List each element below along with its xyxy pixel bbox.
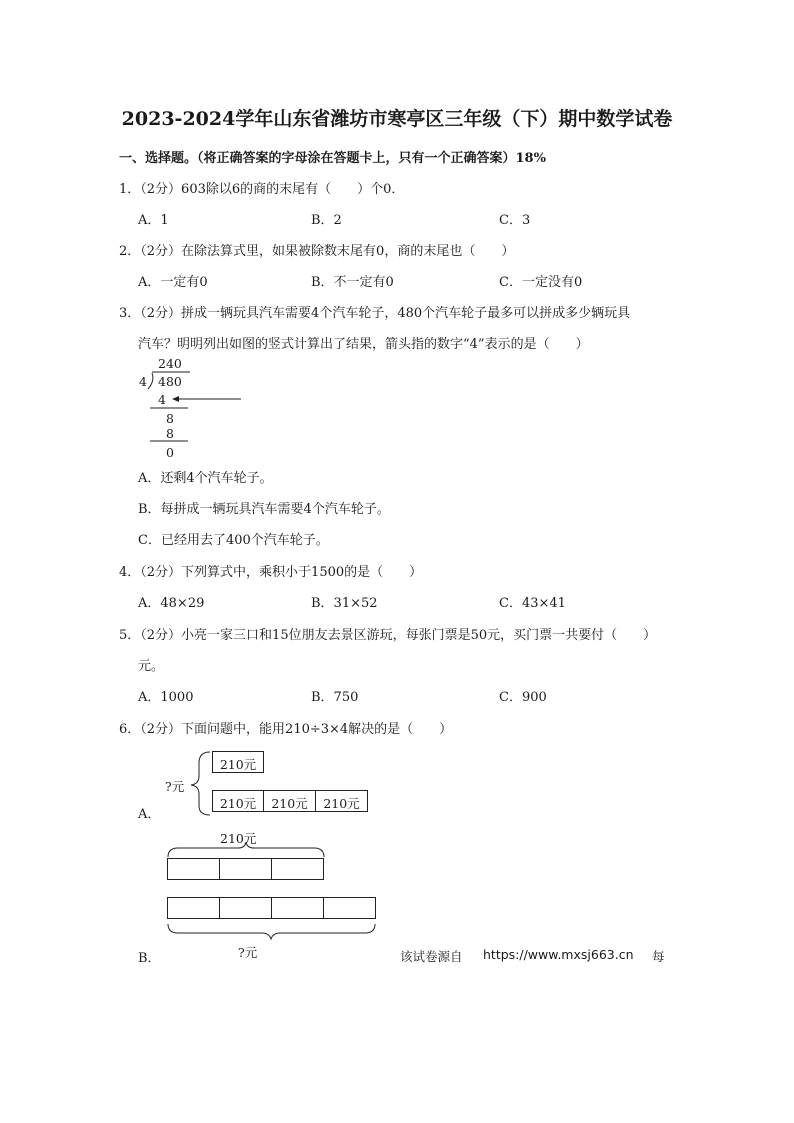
question-5-option-b: B．750	[311, 690, 359, 705]
section-header: 一、选择题。（将正确答案的字母涂在答题卡上，只有一个正确答案）18%	[119, 151, 546, 166]
question-3-option-c: C．已经用去了400个汽车轮子。	[138, 533, 329, 548]
source-text: 该试卷源自	[400, 949, 463, 964]
question-6-stem: 6．（2分）下面问题中，能用210÷3×4解决的是（ ）	[119, 722, 453, 737]
question-1-stem: 1．（2分）603除以6的商的末尾有（ ）个0．	[119, 182, 405, 197]
question-1-option-c: C．3	[499, 213, 531, 228]
option-a-bottom-box: 210元	[263, 790, 316, 812]
question-1-option-b: B．2	[311, 213, 342, 228]
option-b-top-box	[219, 858, 272, 880]
option-b-top-box	[167, 858, 220, 880]
division-divisor: 4	[139, 374, 147, 389]
option-b-bottom-box	[167, 897, 220, 919]
question-3-option-a: A．还剩4个汽车轮子。	[138, 471, 273, 486]
question-5-stem-line1: 5．（2分）小亮一家三口和15位朋友去景区游玩，每张门票是50元，买门票一共要付（ ）	[119, 628, 657, 643]
question-3-stem-line1: 3．（2分）拼成一辆玩具汽车需要4个汽车轮子，480个汽车轮子最多可以拼成多少辆玩具	[119, 306, 631, 321]
option-a-bottom-box: 210元	[212, 790, 264, 812]
option-b-bottom-label: ?元	[238, 945, 258, 960]
question-3-option-b: B．每拼成一辆玩具汽车需要4个汽车轮子。	[138, 502, 390, 517]
question-4-option-a: A．48×29	[138, 596, 205, 611]
question-4-stem: 4．（2分）下列算式中，乘积小于1500的是（ ）	[119, 565, 423, 580]
question-2-option-b: B．不一定有0	[311, 275, 394, 290]
source-tail: 每	[652, 949, 665, 964]
question-4-option-b: B．31×52	[311, 596, 378, 611]
question-4-option-c: C．43×41	[499, 596, 566, 611]
question-2-stem: 2．（2分）在除法算式里，如果被除数末尾有0，商的末尾也（ ）	[119, 244, 515, 259]
option-a-bottom-box: 210元	[315, 790, 368, 812]
option-a-top-box: 210元	[212, 751, 264, 773]
division-quotient: 240	[158, 356, 182, 371]
question-2-option-c: C．一定没有0	[499, 275, 583, 290]
option-b-top-box	[271, 858, 324, 880]
question-3-stem-line2: 汽车？明明列出如图的竖式计算出了结果，箭头指的数字“4”表示的是（ ）	[138, 337, 589, 352]
option-a-question-label: ?元	[165, 779, 185, 794]
question-5-option-a: A．1000	[138, 690, 194, 705]
option-b-bottom-box	[219, 897, 272, 919]
division-step-2: 8	[166, 411, 174, 426]
division-dividend: 480	[158, 374, 182, 389]
question-5-option-c: C．900	[499, 690, 547, 705]
division-step-1: 4	[158, 392, 166, 407]
option-b-bottom-box	[271, 897, 324, 919]
option-b-top-label: 210元	[220, 831, 257, 846]
page-title: 2023-2024学年山东省潍坊市寒亭区三年级（下）期中数学试卷	[121, 108, 673, 130]
question-5-stem-line2: 元。	[138, 659, 165, 674]
source-link[interactable]: https://www.mxsj663.cn	[483, 947, 634, 962]
option-b-bottom-box	[323, 897, 376, 919]
question-6-option-a-label: A．	[138, 807, 161, 822]
division-step-3: 8	[166, 426, 174, 441]
question-6-option-b-label: B．	[138, 951, 161, 966]
division-remainder: 0	[166, 445, 174, 460]
question-2-option-a: A．一定有0	[138, 275, 208, 290]
question-1-option-a: A．1	[138, 213, 169, 228]
